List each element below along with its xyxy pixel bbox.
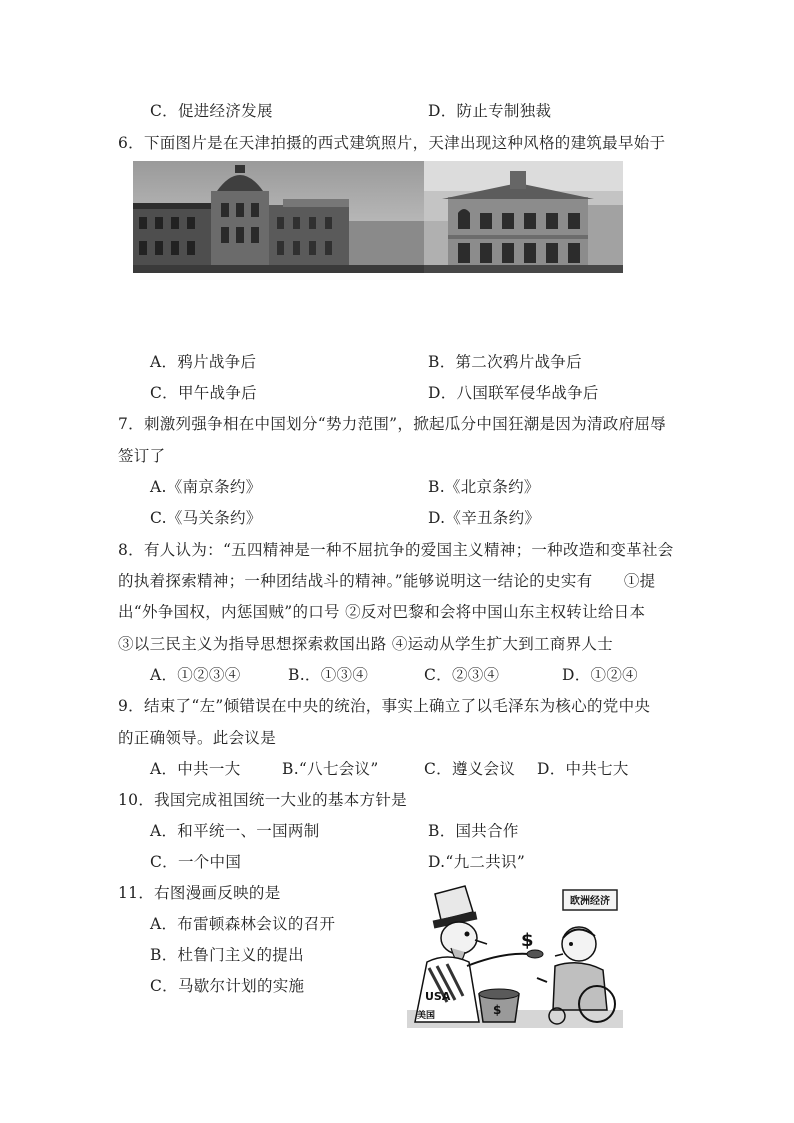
- q7-stem-line1: 7．刺激列强争相在中国划分“势力范围”，掀起瓜分中国狂潮是因为清政府屈辱: [118, 415, 667, 433]
- q10-option-d: D.“九二共识”: [428, 853, 526, 871]
- q6-option-a: A．鸦片战争后: [150, 353, 257, 371]
- q7-option-d: D.《辛丑条约》: [428, 509, 541, 527]
- marshall-plan-cartoon: [407, 882, 623, 1028]
- q5-option-c: C．促进经济发展: [150, 102, 273, 120]
- q10-stem: 10．我国完成祖国统一大业的基本方针是: [118, 791, 407, 809]
- q10-option-c: C．一个中国: [150, 853, 242, 871]
- q9-stem-line1: 9．结束了“左”倾错误在中央的统治，事实上确立了以毛泽东为核心的党中央: [118, 697, 651, 715]
- q8-stem-line2: 的执着探索精神；一种团结战斗的精神。”能够说明这一结论的史实有 ①提: [118, 572, 656, 590]
- q7-stem-line2: 签订了: [118, 447, 166, 465]
- q9-stem-line2: 的正确领导。此会议是: [118, 729, 277, 747]
- tianjin-building-photo-left: [133, 161, 424, 273]
- q11-option-a: A．布雷顿森林会议的召开: [150, 915, 336, 933]
- q8-option-b: B.．①③④: [288, 666, 369, 684]
- cartoon-america-label: 美国: [417, 1011, 436, 1021]
- q6-option-d: D．八国联军侵华战争后: [428, 384, 599, 402]
- q6-option-b: B．第二次鸦片战争后: [428, 353, 582, 371]
- q7-option-a: A.《南京条约》: [150, 478, 262, 496]
- cartoon-dollar-sign: $: [521, 930, 534, 951]
- q8-option-d: D．①②④: [562, 666, 638, 684]
- cartoon-bucket-dollar: $: [493, 1003, 502, 1017]
- q6-stem: 6．下面图片是在天津拍摄的西式建筑照片，天津出现这种风格的建筑最早始于: [118, 134, 666, 152]
- cartoon-sign-text: 欧洲经济: [570, 896, 610, 907]
- q11-option-c: C．马歇尔计划的实施: [150, 977, 305, 995]
- q8-option-c: C．②③④: [424, 666, 500, 684]
- tianjin-building-photo-right: [424, 161, 623, 273]
- q5-option-d: D．防止专制独裁: [428, 102, 552, 120]
- cartoon-usa-label: USA: [425, 990, 451, 1003]
- q7-option-b: B.《北京条约》: [428, 478, 540, 496]
- q8-stem-line3: 出“外争国权，内惩国贼”的口号 ②反对巴黎和会将中国山东主权转让给日本: [118, 603, 646, 621]
- q11-stem: 11．右图漫画反映的是: [118, 884, 281, 902]
- q8-option-a: A．①②③④: [150, 666, 241, 684]
- q8-stem-line1: 8．有人认为：“五四精神是一种不屈抗争的爱国主义精神；一种改造和变革社会: [118, 541, 674, 559]
- q10-option-a: A．和平统一、一国两制: [150, 822, 320, 840]
- q9-option-a: A．中共一大: [150, 760, 241, 778]
- q11-option-b: B．杜鲁门主义的提出: [150, 946, 304, 964]
- q7-option-c: C.《马关条约》: [150, 509, 262, 527]
- q9-option-c: C．遵义会议: [424, 760, 516, 778]
- q9-option-d: D．中共七大: [537, 760, 629, 778]
- q10-option-b: B．国共合作: [428, 822, 519, 840]
- q9-option-b: B.“八七会议”: [282, 760, 379, 778]
- q8-stem-line4: ③以三民主义为指导思想探索救国出路 ④运动从学生扩大到工商界人士: [118, 635, 614, 653]
- q6-option-c: C．甲午战争后: [150, 384, 257, 402]
